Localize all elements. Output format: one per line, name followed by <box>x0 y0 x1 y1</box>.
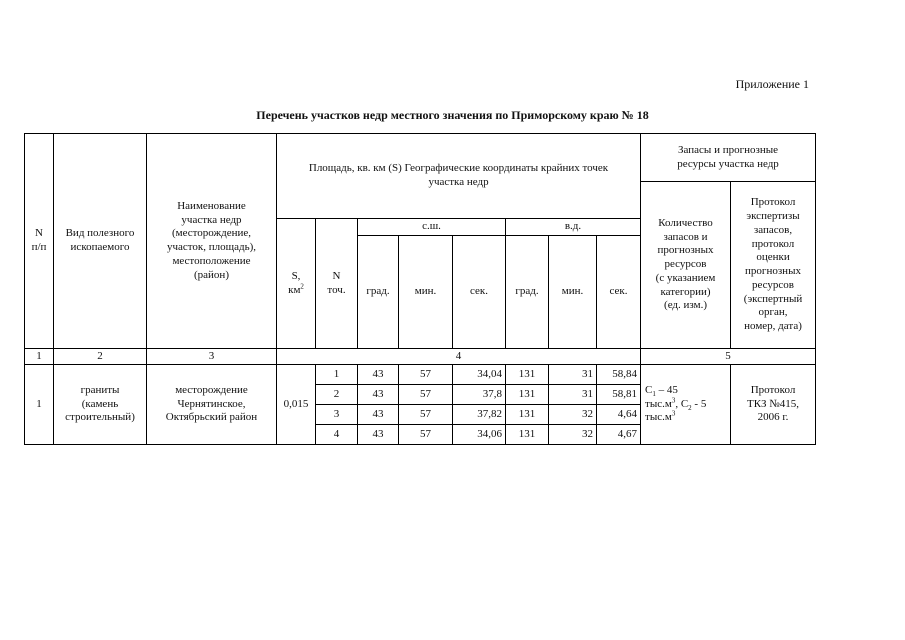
lat-sec: 34,06 <box>453 425 506 445</box>
lon-sec: 4,64 <box>597 405 641 425</box>
lon-deg: 131 <box>506 425 549 445</box>
header-row-1 <box>25 134 816 182</box>
lat-deg: 43 <box>358 425 399 445</box>
column-number-row <box>25 349 816 365</box>
lat-min: 57 <box>399 405 453 425</box>
header-reserves-group: Запасы и прогнозные ресурсы участка недр <box>641 134 816 182</box>
lon-deg: 131 <box>506 365 549 385</box>
lat-min: 57 <box>399 425 453 445</box>
lon-deg: 131 <box>506 385 549 405</box>
header-lat-min: мин. <box>399 236 453 349</box>
point-number: 2 <box>316 385 358 405</box>
row-reserves: $С_1 - 45$ $тыс.м^3$, $С_2 - 5$ $тыс.м^3$ <box>641 365 731 445</box>
document-title: Перечень участков недр местного значения по Приморскому краю № 18 <box>256 108 649 122</box>
table-row <box>25 365 816 385</box>
header-protocol: Протокол экспертизы запасов, протокол оценки прогнозных ресурсов (экспертный орган, номер, дата) <box>731 182 816 349</box>
lat-deg: 43 <box>358 365 399 385</box>
header-lat-deg: град. <box>358 236 399 349</box>
lat-deg: 43 <box>358 405 399 425</box>
point-number: 3 <box>316 405 358 425</box>
row-mineral-type: граниты (камень строительный) <box>54 365 147 445</box>
header-lon-sec: сек. <box>597 236 641 349</box>
header-lon-min: мин. <box>549 236 597 349</box>
header-lat-sec: сек. <box>453 236 506 349</box>
header-latitude: с.ш. <box>358 219 506 236</box>
lon-sec: 4,67 <box>597 425 641 445</box>
lat-min: 57 <box>399 365 453 385</box>
column-number: 4 <box>277 349 641 365</box>
header-area-s: S, $км^2$ <box>277 219 316 349</box>
lon-sec: 58,81 <box>597 385 641 405</box>
row-protocol: Протокол ТКЗ №415, 2006 г. <box>731 365 816 445</box>
appendix-label: Приложение 1 <box>735 77 809 91</box>
header-mineral-type: Вид полезного ископаемого <box>54 134 147 349</box>
lat-sec: 34,04 <box>453 365 506 385</box>
lon-min: 31 <box>549 385 597 405</box>
header-site-name: Наименование участка недр (месторождение, участок, площадь), местоположение (район) <box>147 134 277 349</box>
column-number: 2 <box>54 349 147 365</box>
header-area-coordinates: Площадь, кв. км (S) Географические координаты крайних точек участка недр <box>277 134 641 219</box>
row-num: 1 <box>25 365 54 445</box>
lon-deg: 131 <box>506 405 549 425</box>
lon-min: 32 <box>549 425 597 445</box>
header-num: N п/п <box>25 134 54 349</box>
column-number: 1 <box>25 349 54 365</box>
header-quantity: Количество запасов и прогнозных ресурсов (с указанием категории) (ед. изм.) <box>641 182 731 349</box>
point-number: 4 <box>316 425 358 445</box>
lat-sec: 37,8 <box>453 385 506 405</box>
row-site-name: месторождение Чернятинское, Октябрьский район <box>147 365 277 445</box>
subsoil-sites-table <box>24 133 816 445</box>
column-number: 5 <box>641 349 816 365</box>
row-area: 0,015 <box>277 365 316 445</box>
lon-min: 32 <box>549 405 597 425</box>
lon-min: 31 <box>549 365 597 385</box>
header-lon-deg: град. <box>506 236 549 349</box>
header-longitude: в.д. <box>506 219 641 236</box>
lat-deg: 43 <box>358 385 399 405</box>
column-number: 3 <box>147 349 277 365</box>
header-point-no: N точ. <box>316 219 358 349</box>
lat-min: 57 <box>399 385 453 405</box>
point-number: 1 <box>316 365 358 385</box>
lon-sec: 58,84 <box>597 365 641 385</box>
lat-sec: 37,82 <box>453 405 506 425</box>
